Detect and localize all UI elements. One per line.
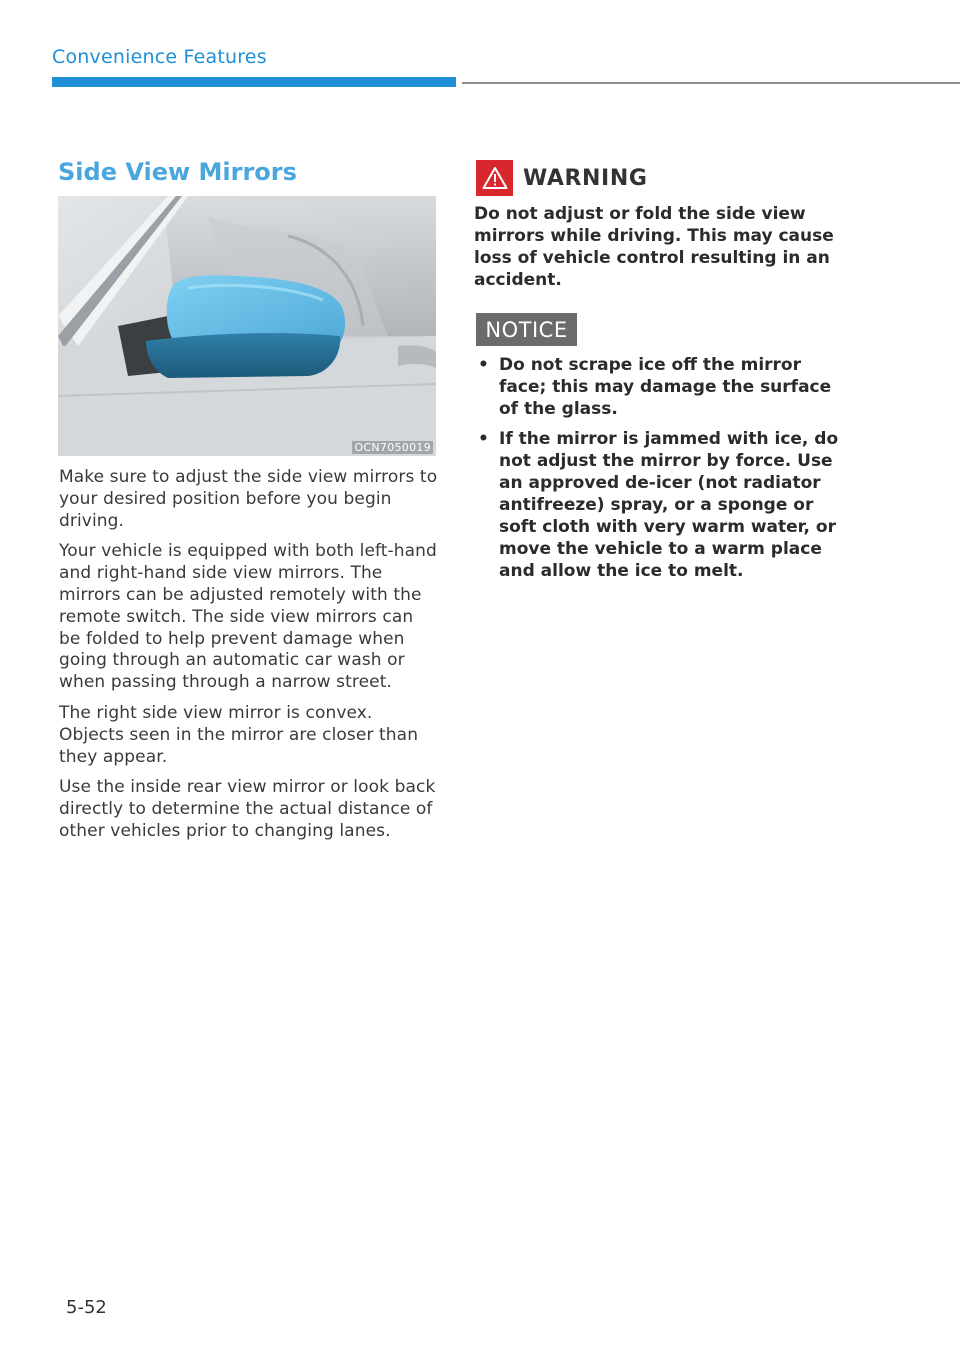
warning-triangle-icon xyxy=(476,160,513,196)
warning-text: Do not adjust or fold the side view mirrors while driving. This may cause loss of vehicle control resulting in an accident. xyxy=(474,204,834,290)
warning-header xyxy=(476,160,648,196)
notice-item xyxy=(474,354,850,420)
body-paragraph: Use the inside rear view mirror or look back directly to determine the actual distance of other vehicles prior to changing lanes. xyxy=(59,777,436,841)
side-mirror-illustration xyxy=(58,196,436,456)
body-paragraph: The right side view mirror is convex. Objects seen in the mirror are closer than they appear. xyxy=(59,702,419,767)
notice-item-text: Do not scrape ice off the mirror face; this may damage the surface of the glass. xyxy=(499,355,832,419)
body-paragraph: Your vehicle is equipped with both left-hand and right-hand side view mirrors. The mirrors can be adjusted remotely with the remote switch. The side view mirrors can be folded to help prevent damage when going through an automatic car wash or when passing through a narrow street. xyxy=(59,541,437,693)
header-accent-bar xyxy=(52,77,456,87)
header-title: Convenience Features xyxy=(52,46,267,68)
notice-item xyxy=(474,428,850,582)
notice-list xyxy=(474,354,850,590)
page-number: 5-52 xyxy=(66,1297,107,1318)
figure-code: OCN7050019 xyxy=(354,441,431,454)
bullet-icon: • xyxy=(478,429,489,449)
body-paragraph: Make sure to adjust the side view mirrors to your desired position before you begin driving. xyxy=(59,467,438,531)
notice-label: NOTICE xyxy=(476,313,577,346)
notice-item-text: If the mirror is jammed with ice, do not adjust the mirror by force. Use an approved de-icer (not radiator antifreeze) spray, or a sponge or soft cloth with very warm water, or move the vehicle to a warm place and allow the ice to melt. xyxy=(499,429,839,581)
bullet-icon: • xyxy=(478,355,489,375)
header-rule xyxy=(462,82,960,84)
section-title: Side View Mirrors xyxy=(58,158,297,186)
side-mirror-drawing xyxy=(58,196,436,456)
body-text xyxy=(59,467,439,852)
warning-label: WARNING xyxy=(523,165,648,191)
